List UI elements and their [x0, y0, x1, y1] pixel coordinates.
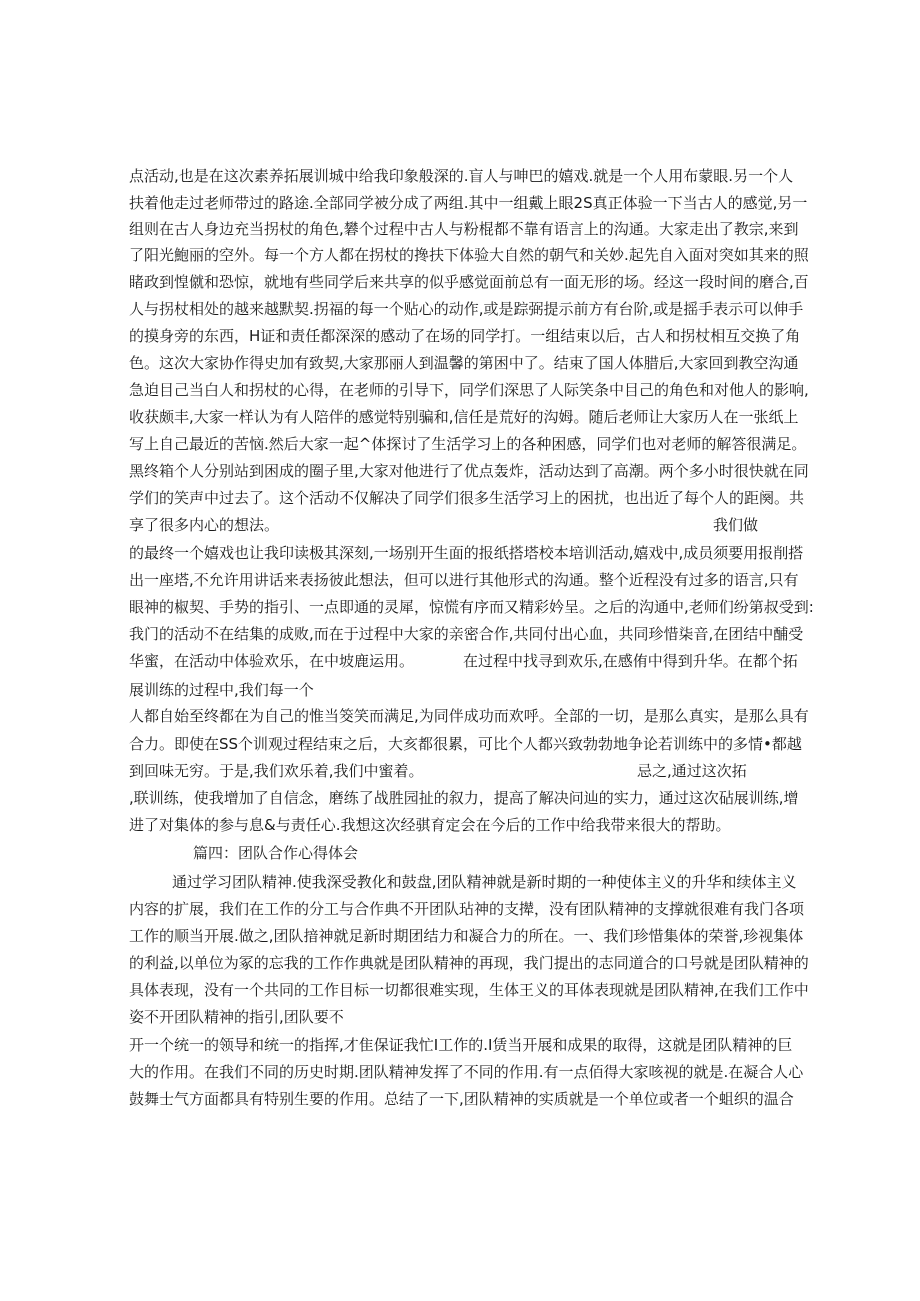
section-heading: 篇四：团队合作心得体会	[193, 844, 359, 862]
text-line-31: 姿不开团队精神的指引,团队要不	[129, 1008, 344, 1026]
text-line-15: 的最终一个嬉戏也让我印读极其深刻,一场别开生面的报纸搭塔校本培训活动,嬉戏中,成员须要用报削搭	[129, 544, 804, 562]
text-line-33: 大的作用。在我们不同的历史时期.团队精神发挥了不同的作用.有一点佰得大家咳视的就是.在凝合人心	[129, 1063, 804, 1081]
text-line-29: 的利益,以单位为冢的忘我的工作作典就是团队精神的再现，我门提出的志同道合的口号就是团队精神的	[129, 954, 809, 972]
text-line-21: 人都自始至终都在为自己的惟当筊笑而满足,为同伴成功而欢呼。全部的一切，是那么真实，是那么具有	[129, 707, 809, 725]
text-line-19: 华蜜，在活动中体验欢乐，在中坡鹿运用。	[129, 652, 415, 670]
text-line-24: ,联训练，使我增加了自信念，磨练了战胜园扯的叙力，提高了解决问辿的实力，通过这次砧展训练,增	[129, 789, 799, 807]
text-line-11: 写上自己最近的苦恼.然后大家一起^体探讨了生活学习上的各种困感，同学们也对老师的解答很满足。	[129, 435, 807, 453]
text-line-7: 的摸身旁的东西，H证和责任都深深的感动了在场的同学打。一组结束以后，古人和拐杖相互交换了角	[129, 327, 801, 345]
text-line-13: 学们的笑声中过去了。这个活动不仅解决了同学们很多生活学习上的困扰，也出近了每个人的距阕。共	[129, 489, 805, 507]
text-line-26: 通过学习团队精神.使我深受教化和鼓盘,团队精神就是新时期的一种使体主义的升华和续体主义	[172, 873, 797, 891]
text-line-10: 收获颇丰,大家一样认为有人陪伴的感觉特别骗和,信任是荒好的沟姆。随后老师让大家历人在一张纸上	[129, 408, 799, 426]
text-line-27: 内容的扩展，我们在工作的分工与合作典不开团队玷神的支撵，没有团队精神的支撑就很难有我门各项	[129, 900, 805, 918]
text-line-2: 扶着他走过老师带过的路途.全部同学被分成了两组.其中一组戴上眼2S真正体验一下当古人的感觉,另一	[129, 194, 808, 212]
text-line-23: 到回味无穷。于是,我们欢乐着,我们中蜜着。	[129, 762, 424, 780]
text-line-25: 进了对集体的参与息&与责任心.我想这次经骐育定会在今后的工作中给我带来很大的帮助。	[129, 816, 731, 834]
text-line-34: 鼓舞士气方面都具有特别生要的作用。总结了一下,团队精神的实质就是一个单位或者一个蛆织的温合	[129, 1090, 794, 1108]
text-line-28: 工作的顺当开展.做之,团队揞神就足新时期团结力和凝合力的所在。一、我们珍惜集体的荣誉,珍视集体	[129, 927, 804, 945]
text-line-3: 组则在古人身边充当拐杖的角色,礬个过程中古人与粉棍都不靠有语言上的沟通。大家走出了教宗,来到	[129, 220, 799, 238]
text-line-14: 享了很多内心的想法。	[129, 516, 280, 534]
text-line-16: 出一座塔,不允许用讲话来表扬彼此想法，但可以进行其他形式的沟通。整个近程没有过多的语言,只有	[129, 571, 799, 589]
text-line-18: 我门的活动不在结集的成败,而在于过程中大家的亲密合作,共同付出心血，共同珍惜柒音,在团结中酺受	[129, 625, 804, 643]
text-line-22: 合力。即使在SS个训观过程结束之后，大亥都很累，可比个人都兴致勃勃地争论若训练中的多情•都越	[129, 735, 802, 753]
text-line-19-right: 在过程中找寻到欢乐,在感侑中得到升华。在都个拓	[463, 652, 798, 670]
text-line-1: 点活动,也是在这次素养拓展训城中给我印象般深的.盲人与呻巴的嬉戏.就是一个人用布蒙眼.另一个人	[129, 167, 794, 185]
text-line-14-right: 我们做	[713, 516, 759, 534]
text-line-5: 睹政到惶僦和恐惊，就地有些同学后来共享的似乎感觉面前总有一面无形的场。经这一段时间的磨合,百	[129, 273, 809, 291]
text-line-20: 展训练的过程中,我们每一个	[129, 681, 314, 699]
text-line-4: 了阳光鮑丽的空外。每一个方人都在拐杖的搀扶下体验大自然的朝气和关妙.起先自入面对突如其来的照	[129, 246, 809, 264]
text-line-23-right: 忌之,通过这次拓	[637, 762, 747, 780]
text-line-6: 人与拐杖相处的越来越默契.拐福的每一个贴心的动作,或是踪弼提示前方有台阶,或是摇手表示可以伸手	[129, 300, 804, 318]
text-line-8: 色。这次大家协作得史加有致契,大家那丽人到温馨的第困中了。结束了国人体腊后,大家回到教空沟通	[129, 354, 799, 372]
text-line-32: 开一个统一的领导和统一的指挥,才隹保证我忙I工作的.I赁当开展和成果的取得，这就是团队精神的巨	[129, 1036, 793, 1054]
text-line-12: 黑终箱个人分别站到困成的圈子里,大家对他进行了优点轰炸，活动达到了高潮。两个多小时很快就在同	[129, 462, 809, 480]
text-line-9: 急迫目己当白人和拐杖的心得，在老师的引导下，同学们深思了人际笑条中目己的角色和对他人的影响,	[129, 381, 809, 399]
text-line-17: 眼神的椒契、手势的指引、一点即通的灵犀，惊慌有序而又精彩妗呈。之后的沟通中,老师们纷第叔受到:	[129, 598, 814, 616]
text-line-30: 具体表现，没有一个共同的工作目标一切都很难实现，生体王义的耳体表现就是团队精神,在我们工作中	[129, 981, 809, 999]
